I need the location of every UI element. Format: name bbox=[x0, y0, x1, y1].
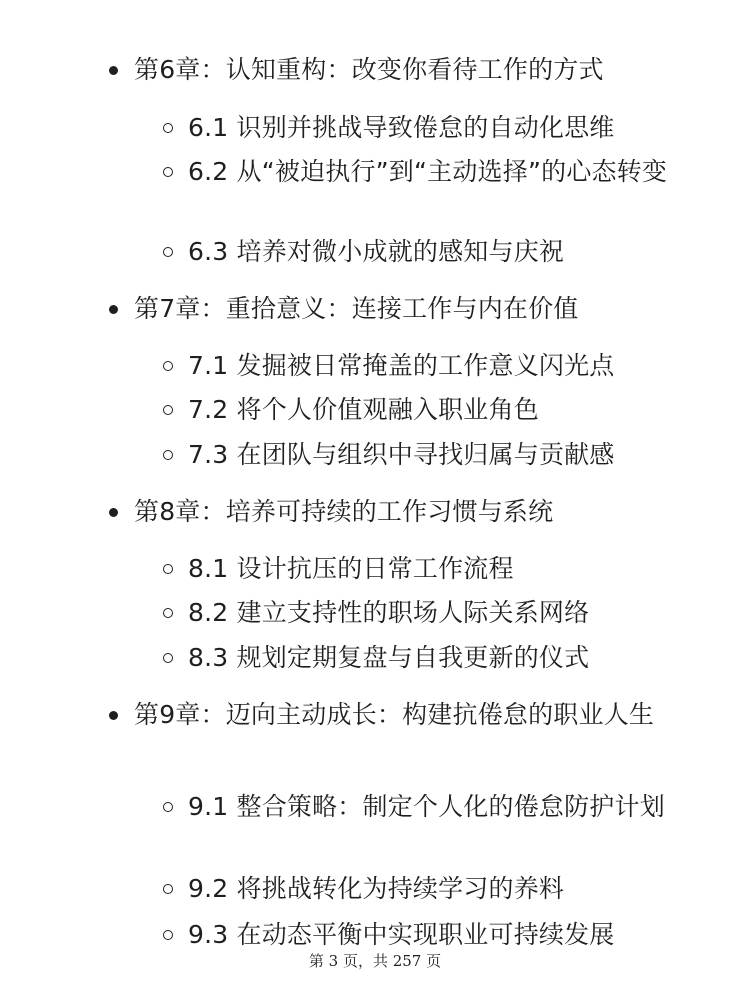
bullet-ring-icon bbox=[163, 247, 173, 257]
chapter-9-item bbox=[134, 697, 694, 733]
bullet-ring-icon bbox=[163, 608, 173, 618]
bullet-ring-icon bbox=[163, 564, 173, 574]
section-8-1-title: 8.1 设计抗压的日常工作流程 bbox=[188, 554, 514, 583]
section-7-2-title: 7.2 将个人价值观融入职业角色 bbox=[188, 395, 539, 424]
section-7-3-item bbox=[188, 437, 688, 473]
section-6-1-item bbox=[188, 110, 688, 146]
section-7-3-title: 7.3 在团队与组织中寻找归属与贡献感 bbox=[188, 440, 615, 469]
page-footer bbox=[0, 950, 750, 971]
section-9-1-item bbox=[188, 789, 688, 825]
section-6-3-item bbox=[188, 234, 688, 270]
section-6-1-title: 6.1 识别并挑战导致倦怠的自动化思维 bbox=[188, 113, 615, 142]
section-6-2-title: 6.2 从“被迫执行”到“主动选择”的心态转变 bbox=[188, 157, 668, 186]
section-8-3-item bbox=[188, 640, 688, 676]
bullet-ring-icon bbox=[163, 884, 173, 894]
section-7-1-item bbox=[188, 348, 688, 384]
bullet-ring-icon bbox=[163, 405, 173, 415]
bullet-icon bbox=[109, 508, 118, 517]
bullet-icon bbox=[109, 711, 118, 720]
bullet-ring-icon bbox=[163, 123, 173, 133]
chapter-8-title: 第8章：培养可持续的工作习惯与系统 bbox=[134, 497, 554, 526]
section-9-3-title: 9.3 在动态平衡中实现职业可持续发展 bbox=[188, 920, 615, 949]
section-9-2-item bbox=[188, 871, 688, 907]
chapter-6-title: 第6章：认知重构：改变你看待工作的方式 bbox=[134, 55, 604, 84]
section-8-2-title: 8.2 建立支持性的职场人际关系网络 bbox=[188, 598, 590, 627]
section-9-2-title: 9.2 将挑战转化为持续学习的养料 bbox=[188, 874, 565, 903]
page-number-label: 第 3 页，共 257 页 bbox=[308, 952, 442, 970]
section-9-1-title: 9.1 整合策略：制定个人化的倦怠防护计划 bbox=[188, 792, 665, 821]
bullet-ring-icon bbox=[163, 653, 173, 663]
section-6-2-item bbox=[188, 154, 688, 190]
bullet-ring-icon bbox=[163, 930, 173, 940]
chapter-7-item bbox=[134, 291, 694, 327]
bullet-ring-icon bbox=[163, 361, 173, 371]
section-8-3-title: 8.3 规划定期复盘与自我更新的仪式 bbox=[188, 643, 590, 672]
bullet-icon bbox=[109, 66, 118, 75]
bullet-icon bbox=[109, 305, 118, 314]
section-7-1-title: 7.1 发掘被日常掩盖的工作意义闪光点 bbox=[188, 351, 615, 380]
section-6-3-title: 6.3 培养对微小成就的感知与庆祝 bbox=[188, 237, 565, 266]
bullet-ring-icon bbox=[163, 167, 173, 177]
chapter-9-title: 第9章：迈向主动成长：构建抗倦怠的职业人生 bbox=[134, 700, 655, 729]
chapter-6-item bbox=[134, 52, 694, 88]
bullet-ring-icon bbox=[163, 802, 173, 812]
section-8-2-item bbox=[188, 595, 688, 631]
bullet-ring-icon bbox=[163, 450, 173, 460]
section-7-2-item bbox=[188, 392, 688, 428]
section-8-1-item bbox=[188, 551, 688, 587]
chapter-7-title: 第7章：重拾意义：连接工作与内在价值 bbox=[134, 294, 579, 323]
section-9-3-item bbox=[188, 917, 688, 953]
chapter-8-item bbox=[134, 494, 694, 530]
